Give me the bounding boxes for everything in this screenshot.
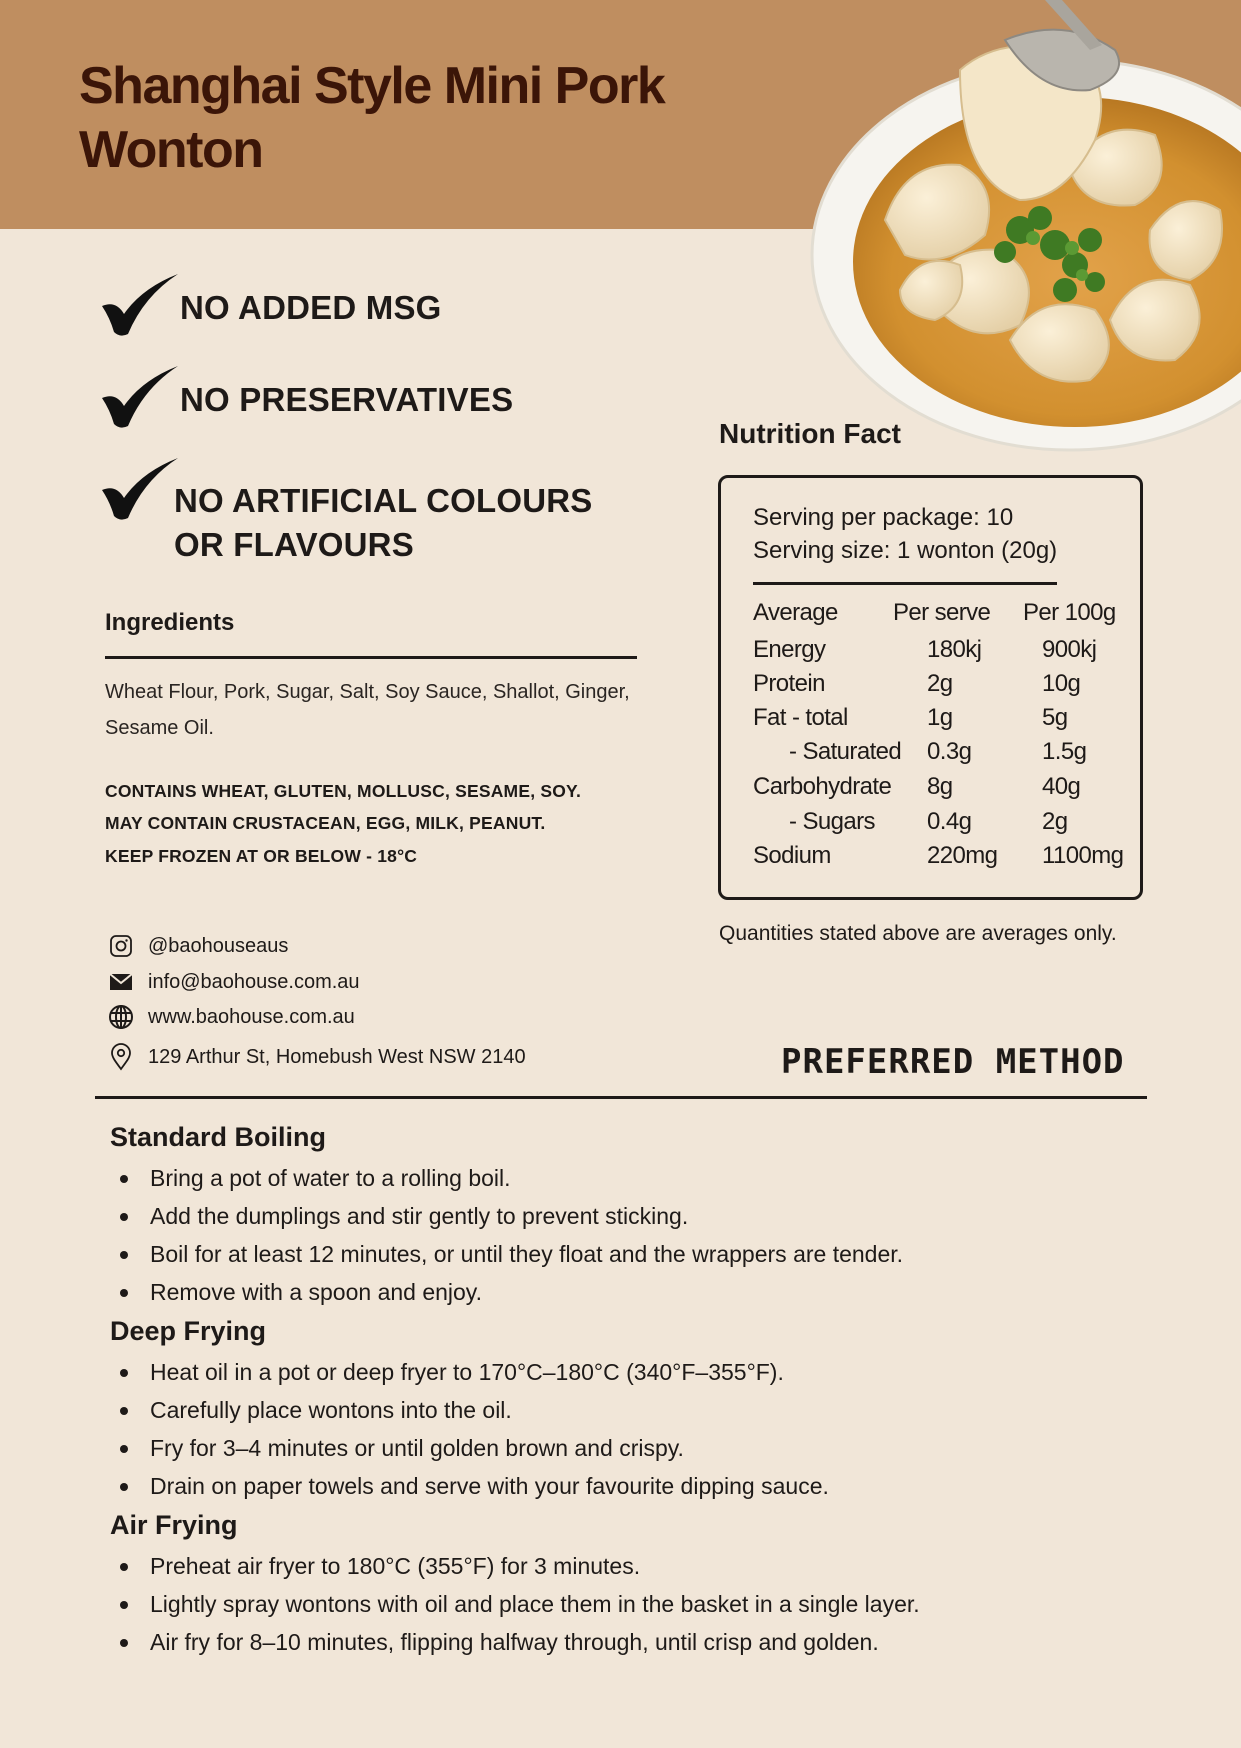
- serving-size: Serving size: 1 wonton (20g): [753, 537, 1058, 564]
- product-title: [79, 54, 719, 182]
- claim-no-artificial: [100, 456, 593, 567]
- nutrient-name: Fat - total: [753, 704, 848, 731]
- nutrition-row-energy: [753, 636, 1123, 670]
- nutrient-name: Energy: [753, 636, 826, 663]
- method-divider: [95, 1096, 1147, 1099]
- method-title-deep-frying: Deep Frying: [110, 1316, 267, 1346]
- list-item: Lightly spray wontons with oil and place them in the basket in a single layer.: [110, 1585, 920, 1623]
- nutrient-per-100g: 10g: [1042, 670, 1081, 697]
- allergen-may-contain: MAY CONTAIN CRUSTACEAN, EGG, MILK, PEANUT.: [105, 813, 546, 833]
- list-item: Carefully place wontons into the oil.: [110, 1391, 829, 1429]
- nutrition-row-carbohydrate: [753, 773, 1123, 807]
- claim-text: [174, 456, 593, 567]
- contact-text: info@baohouse.com.au: [148, 970, 360, 993]
- nutrition-heading: Nutrition Fact: [719, 418, 901, 449]
- nutrient-per-serve: 180kj: [927, 636, 982, 663]
- method-steps-air-frying: [110, 1547, 920, 1661]
- nutrient-name: - Saturated: [789, 738, 902, 765]
- nutrient-per-100g: 5g: [1042, 704, 1068, 731]
- contact-text: @baohouseaus: [148, 934, 289, 957]
- claim-no-added-msg: [100, 272, 442, 336]
- globe-icon: [108, 1004, 134, 1030]
- contact-address: [108, 1044, 526, 1070]
- contact-website[interactable]: [108, 1004, 355, 1030]
- checkmark-icon: [100, 456, 180, 520]
- nutrient-per-serve: 1g: [927, 704, 953, 731]
- serving-per-package: Serving per package: 10: [753, 504, 1014, 531]
- checkmark-icon: [100, 272, 180, 336]
- column-header-per-serve: Per serve: [893, 599, 991, 626]
- nutrient-per-serve: 2g: [927, 670, 953, 697]
- claim-text: NO PRESERVATIVES: [180, 381, 514, 418]
- checkmark-icon: [100, 364, 180, 428]
- nutrient-per-100g: 1100mg: [1042, 842, 1124, 869]
- nutrient-per-serve: 220mg: [927, 842, 998, 869]
- list-item: Heat oil in a pot or deep fryer to 170°C–180°C (340°F–355°F).: [110, 1353, 829, 1391]
- method-steps-boiling: [110, 1159, 903, 1311]
- nutrient-name: - Sugars: [789, 808, 875, 835]
- mail-icon: [108, 969, 134, 995]
- nutrient-name: Protein: [753, 670, 825, 697]
- contact-text: 129 Arthur St, Homebush West NSW 2140: [148, 1045, 526, 1068]
- wonton-bowl-image: [790, 0, 1241, 460]
- method-title-boiling: Standard Boiling: [110, 1122, 326, 1152]
- nutrient-per-100g: 900kj: [1042, 636, 1097, 663]
- nutrition-panel: [718, 475, 1143, 900]
- nutrient-per-serve: 8g: [927, 773, 953, 800]
- location-pin-icon: [108, 1044, 134, 1070]
- nutrient-per-serve: 0.3g: [927, 738, 972, 765]
- list-item: Bring a pot of water to a rolling boil.: [110, 1159, 903, 1197]
- ingredients-heading: Ingredients: [105, 609, 235, 636]
- list-item: Drain on paper towels and serve with your favourite dipping sauce.: [110, 1467, 829, 1505]
- nutrition-header-row: [753, 599, 1123, 633]
- nutrition-note: Quantities stated above are averages only.: [719, 922, 1117, 945]
- list-item: Add the dumplings and stir gently to prevent sticking.: [110, 1197, 903, 1235]
- contact-instagram[interactable]: [108, 933, 288, 959]
- storage-instruction: KEEP FROZEN AT OR BELOW - 18°C: [105, 846, 418, 866]
- contact-email[interactable]: [108, 969, 360, 995]
- product-title-line2: Wonton: [79, 121, 263, 179]
- method-title-air-frying: Air Frying: [110, 1510, 238, 1540]
- nutrient-per-100g: 40g: [1042, 773, 1081, 800]
- list-item: Boil for at least 12 minutes, or until they float and the wrappers are tender.: [110, 1235, 903, 1273]
- contact-text: www.baohouse.com.au: [148, 1005, 355, 1028]
- nutrient-per-100g: 1.5g: [1042, 738, 1087, 765]
- nutrition-row-protein: [753, 670, 1123, 704]
- ingredients-text: Wheat Flour, Pork, Sugar, Salt, Soy Sauce, Shallot, Ginger, Sesame Oil.: [105, 681, 630, 739]
- claim-no-preservatives: [100, 364, 513, 428]
- claim-text-line2: OR FLAVOURS: [174, 526, 414, 563]
- list-item: Fry for 3–4 minutes or until golden brown and crispy.: [110, 1429, 829, 1467]
- list-item: Preheat air fryer to 180°C (355°F) for 3 minutes.: [110, 1547, 920, 1585]
- nutrition-row-fat-total: [753, 704, 1123, 738]
- column-header-average: Average: [753, 599, 838, 626]
- nutrient-per-100g: 2g: [1042, 808, 1068, 835]
- nutrient-name: Carbohydrate: [753, 773, 892, 800]
- nutrient-name: Sodium: [753, 842, 831, 869]
- claim-text: NO ADDED MSG: [180, 289, 442, 326]
- instagram-icon: [108, 933, 134, 959]
- nutrition-row-sodium: [753, 842, 1123, 876]
- column-header-per-100g: Per 100g: [1023, 599, 1116, 626]
- preferred-method-heading: PREFERRED METHOD: [781, 1042, 1125, 1082]
- list-item: Remove with a spoon and enjoy.: [110, 1273, 903, 1311]
- nutrition-row-saturated: [753, 738, 1123, 772]
- method-steps-deep-frying: [110, 1353, 829, 1505]
- nutrient-per-serve: 0.4g: [927, 808, 972, 835]
- nutrition-divider: [753, 582, 1057, 585]
- claim-text-line1: NO ARTIFICIAL COLOURS: [174, 482, 593, 519]
- ingredients-divider: [105, 656, 637, 659]
- list-item: Air fry for 8–10 minutes, flipping halfway through, until crisp and golden.: [110, 1623, 920, 1661]
- product-title-line1: Shanghai Style Mini Pork: [79, 57, 665, 115]
- nutrition-row-sugars: [753, 808, 1123, 842]
- allergen-contains: CONTAINS WHEAT, GLUTEN, MOLLUSC, SESAME, SOY.: [105, 781, 582, 801]
